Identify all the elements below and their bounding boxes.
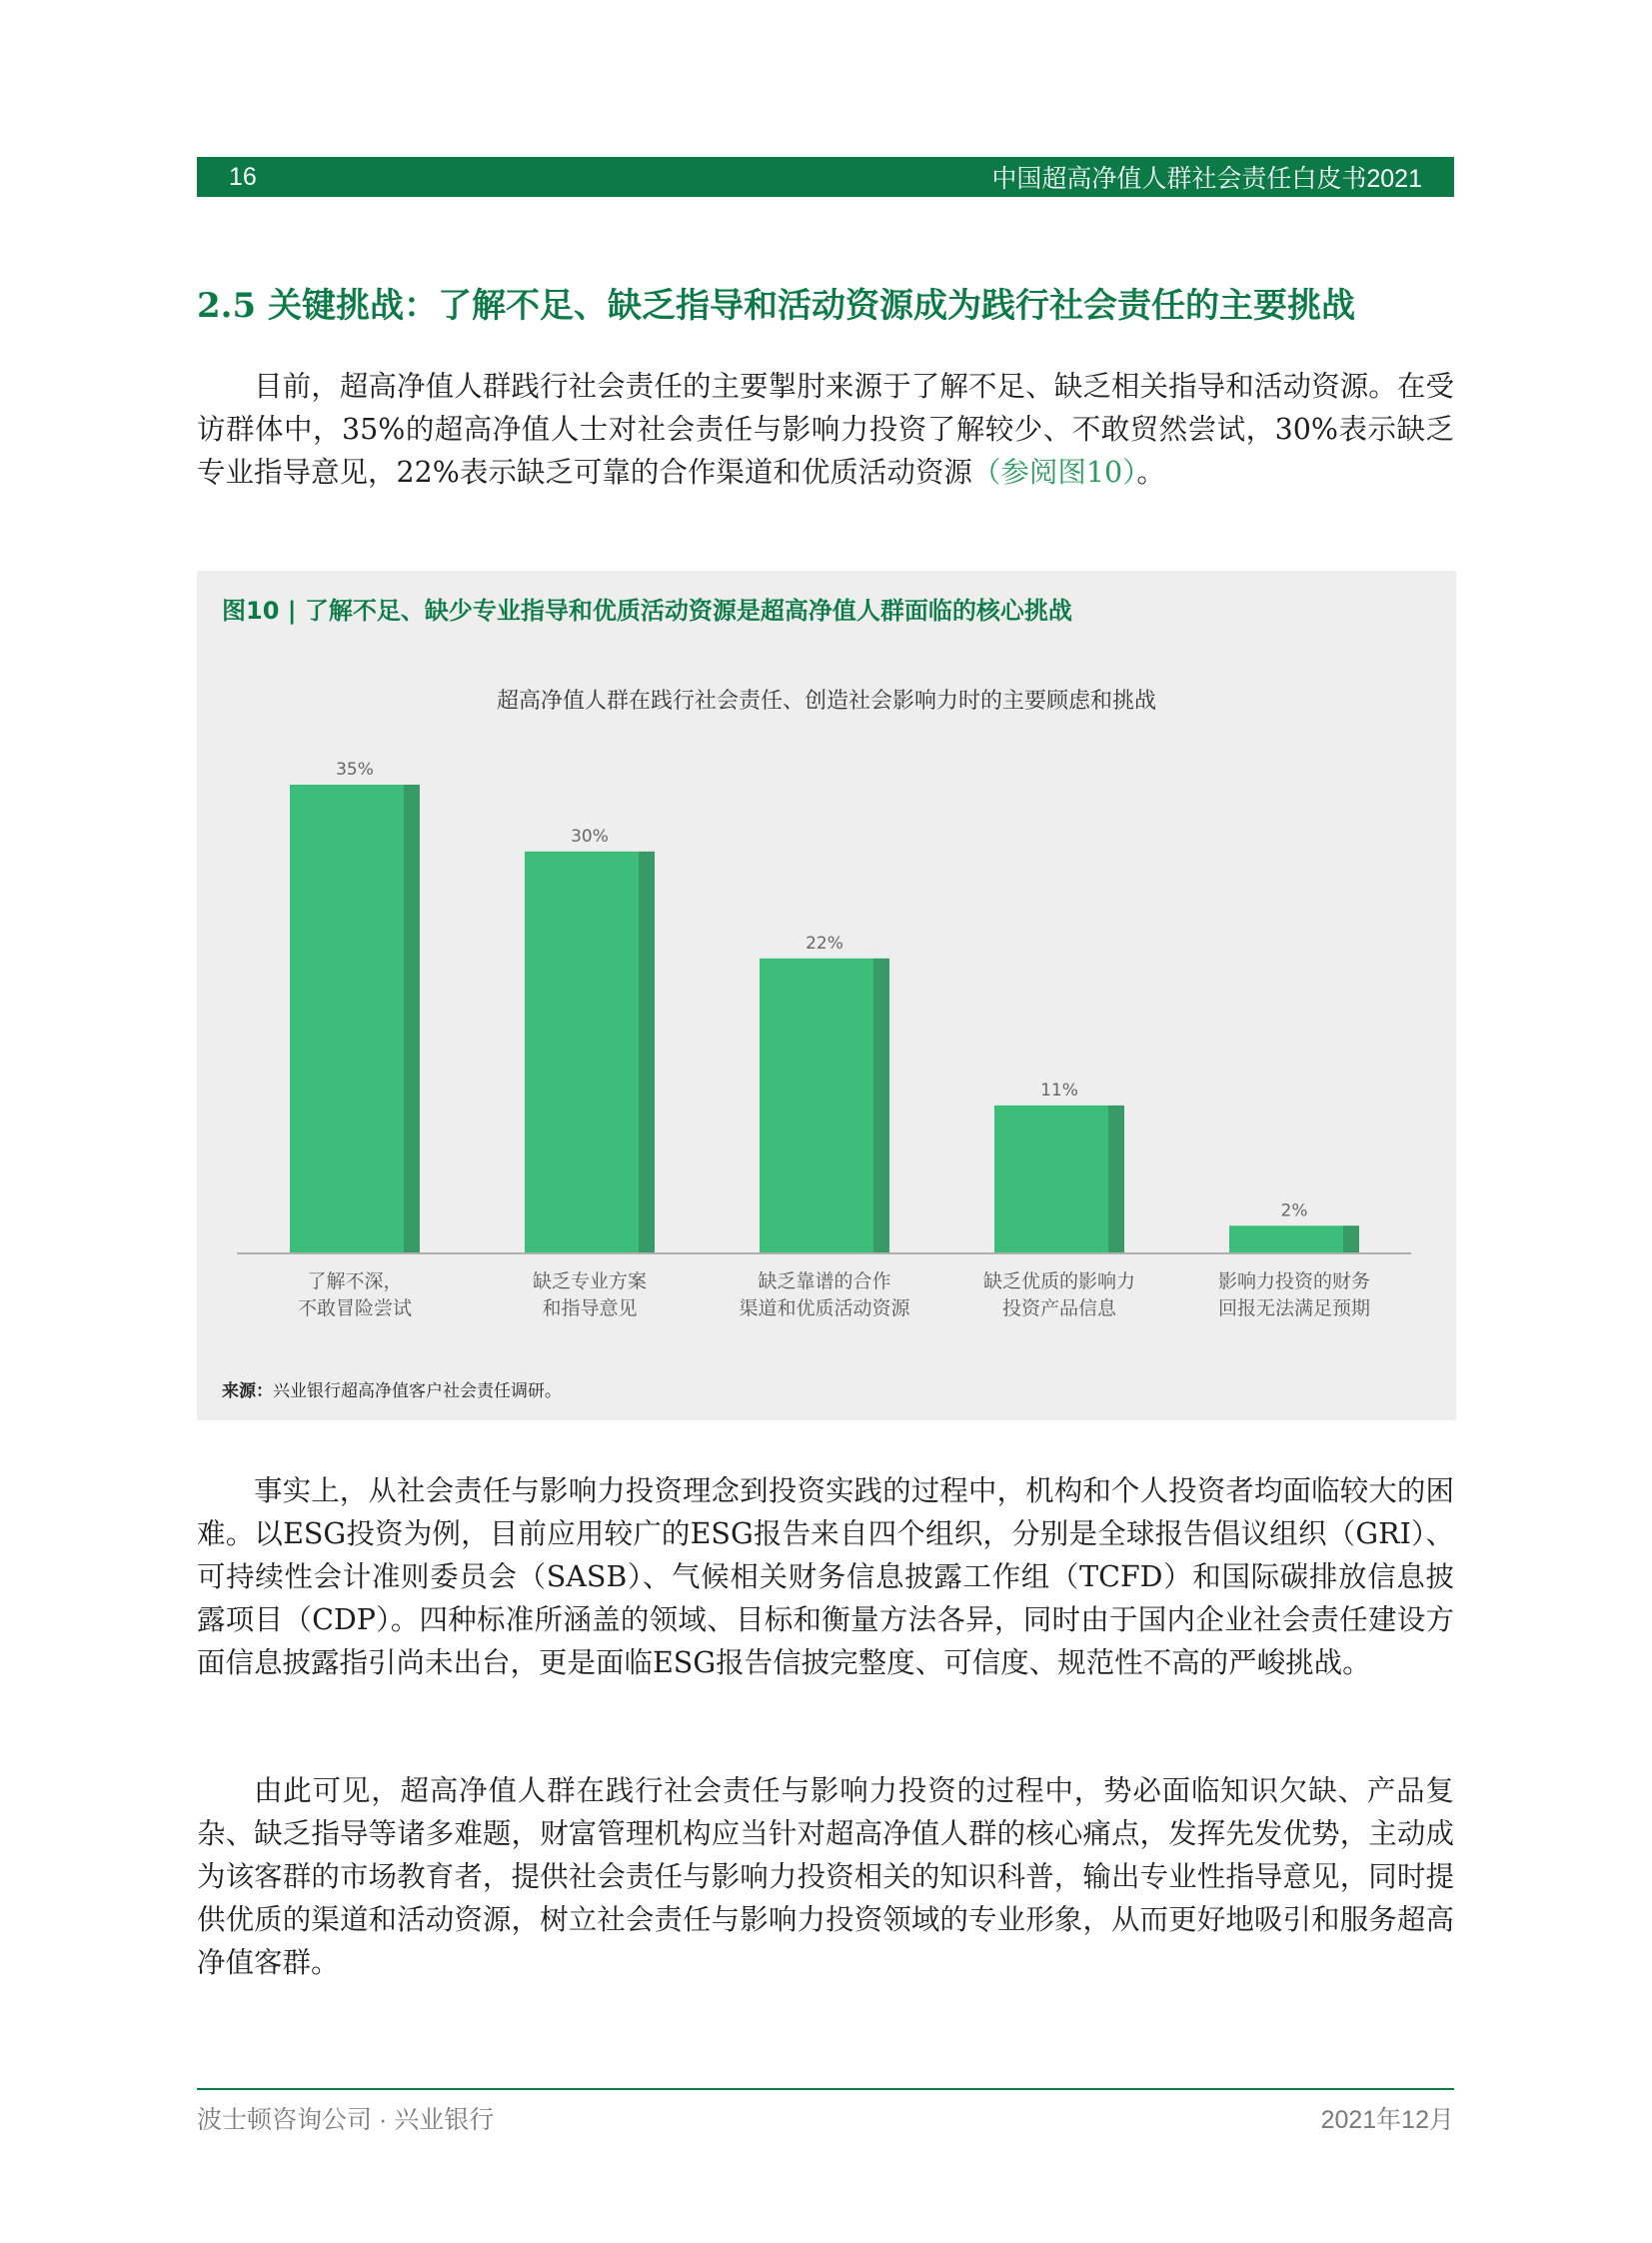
figure-caption: 图10 | 了解不足、缺少专业指导和优质活动资源是超高净值人群面临的核心挑战 xyxy=(222,597,1072,625)
category-label-5-line-1: 影响力投资的财务 xyxy=(1217,1270,1371,1292)
bar-3 xyxy=(760,959,873,1252)
figure-reference-link[interactable]: （参阅图10） xyxy=(971,456,1137,489)
category-label-1-line-1: 了解不深， xyxy=(307,1270,403,1292)
figure-10 xyxy=(197,571,1456,1420)
document-title: 中国超高净值人群社会责任白皮书2021 xyxy=(991,165,1422,193)
bar-1 xyxy=(290,785,404,1252)
bar-3-shade xyxy=(873,959,889,1252)
section-heading: 2.5 关键挑战：了解不足、缺乏指导和活动资源成为践行社会责任的主要挑战 xyxy=(197,286,1355,326)
category-label-5-line-2: 回报无法满足预期 xyxy=(1217,1297,1371,1319)
bar-1-shade xyxy=(404,785,420,1252)
source-text: 兴业银行超高净值客户社会责任调研。 xyxy=(273,1381,562,1401)
bar-1-value-label: 35% xyxy=(336,760,374,780)
bar-chart xyxy=(197,571,1456,1420)
page-number: 16 xyxy=(229,162,257,191)
bar-2-shade xyxy=(639,852,655,1252)
bar-2-value-label: 30% xyxy=(571,826,609,847)
bar-5-shade xyxy=(1343,1225,1359,1252)
bar-3-value-label: 22% xyxy=(806,933,843,954)
bar-4 xyxy=(994,1106,1108,1252)
category-label-3-line-2: 渠道和优质活动资源 xyxy=(739,1297,910,1319)
category-label-1-line-2: 不敢冒险尝试 xyxy=(297,1297,413,1319)
footer-divider xyxy=(197,2088,1454,2090)
footer-date: 2021年12月 xyxy=(1320,2106,1454,2134)
source-label: 来源： xyxy=(222,1381,273,1401)
bar-2 xyxy=(525,852,639,1252)
bar-4-shade xyxy=(1108,1106,1124,1252)
paragraph-intro-text: 目前，超高净值人群践行社会责任的主要掣肘来源于了解不足、缺乏相关指导和活动资源。在受访群体中，35%的超高净值人士对社会责任与影响力投资了解较少、不敢贸然尝试，30%表示缺乏专业指导意见，22%表示缺乏可靠的合作渠道和优质活动资源 xyxy=(197,370,1454,489)
header-bar xyxy=(197,157,1454,197)
footer-publishers: 波士顿咨询公司 · 兴业银行 xyxy=(197,2106,495,2134)
category-label-2-line-2: 和指导意见 xyxy=(542,1297,638,1319)
category-label-4-line-1: 缺乏优质的影响力 xyxy=(982,1270,1136,1292)
paragraph-intro xyxy=(197,365,1454,494)
category-label-3-line-1: 缺乏靠谱的合作 xyxy=(758,1270,891,1292)
category-label-4-line-2: 投资产品信息 xyxy=(1001,1297,1117,1319)
chart-title: 超高净值人群在践行社会责任、创造社会影响力时的主要顾虑和挑战 xyxy=(496,689,1156,714)
paragraph-esg: 事实上，从社会责任与影响力投资理念到投资实践的过程中，机构和个人投资者均面临较大的困难。以ESG投资为例，目前应用较广的ESG报告来自四个组织，分别是全球报告倡议组织（GRI）、可持续性会计准则委员会（SASB）、气候相关财务信息披露工作组（TCFD）和国际碳排放信息披露项目（CDP）。四种标准所涵盖的领域、目标和衡量方法各异，同时由于国内企业社会责任建设方面信息披露指引尚未出台，更是面临ESG报告信披完整度、可信度、规范性不高的严峻挑战。 xyxy=(197,1474,1454,1679)
paragraph-conclusion: 由此可见，超高净值人群在践行社会责任与影响力投资的过程中，势必面临知识欠缺、产品复杂、缺乏指导等诸多难题，财富管理机构应当针对超高净值人群的核心痛点，发挥先发优势，主动成为该客群的市场教育者，提供社会责任与影响力投资相关的知识科普，输出专业性指导意见，同时提供优质的渠道和活动资源，树立社会责任与影响力投资领域的专业形象，从而更好地吸引和服务超高净值客群。 xyxy=(197,1774,1454,1979)
source-note xyxy=(222,1376,562,1401)
bar-5 xyxy=(1229,1225,1343,1252)
bar-4-value-label: 11% xyxy=(1040,1080,1078,1101)
category-label-2-line-1: 缺乏专业方案 xyxy=(532,1270,648,1292)
paragraph-intro-end: 。 xyxy=(1136,456,1165,489)
bar-5-value-label: 2% xyxy=(1280,1200,1308,1221)
